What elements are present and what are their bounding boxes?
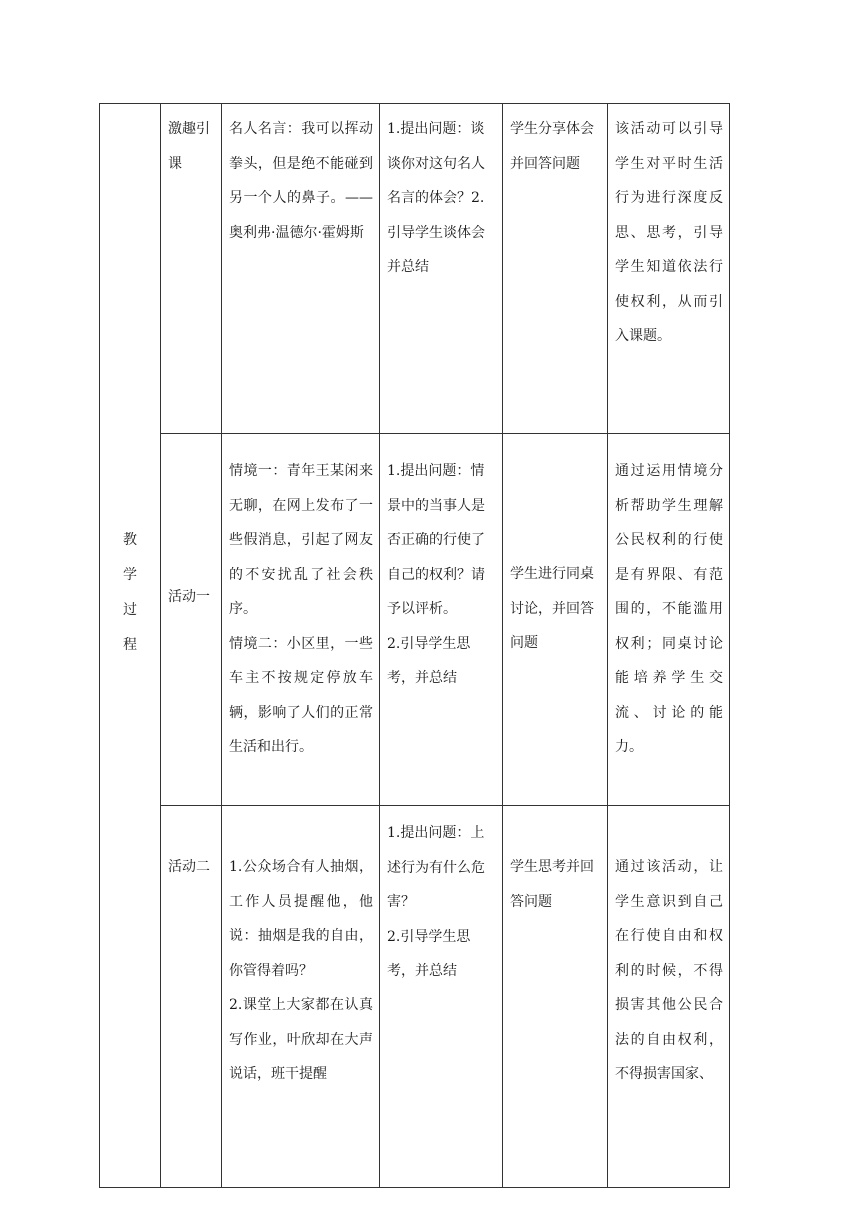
table-row bbox=[100, 806, 730, 1188]
content-text: 名人名言：我可以挥动拳头，但是绝不能碰到另一个人的鼻子。——奥利弗·温德尔·霍姆斯 bbox=[229, 121, 373, 241]
student-cell bbox=[503, 434, 608, 806]
intent-text: 该活动可以引导学生对平时生活行为进行深度反思、思考，引导学生知道依法行使权利，从而引入课题。 bbox=[615, 121, 723, 344]
intent-text: 通过运用情境分析帮助学生理解公民权利的行使是有界限、有范围的，不能滥用权利；同桌讨论能培养学生交流、讨论的能力。 bbox=[615, 463, 723, 755]
content-text: 1.公众场合有人抽烟，工作人员提醒他，他说：抽烟是我的自由，你管得着吗？ bbox=[229, 859, 373, 979]
content-text: 情境二：小区里，一些车主不按规定停放车辆，影响了人们的正常生活和出行。 bbox=[229, 635, 373, 755]
segment-label: 活动一 bbox=[168, 588, 210, 605]
segment-cell bbox=[161, 434, 222, 806]
stage-label: 教学过程 bbox=[123, 532, 137, 653]
teacher-cell bbox=[380, 434, 503, 806]
teacher-text: 2.引导学生思考，并总结 bbox=[387, 928, 471, 979]
intent-cell bbox=[608, 806, 730, 1188]
lesson-plan-table bbox=[99, 103, 730, 1188]
student-cell bbox=[503, 806, 608, 1188]
student-text: 学生进行同桌讨论，并回答问题 bbox=[510, 566, 594, 651]
student-cell bbox=[503, 104, 608, 434]
teacher-text: 1.提出问题：谈谈你对这句名人名言的体会？2.引导学生谈体会并总结 bbox=[387, 121, 485, 275]
segment-label: 激趣引课 bbox=[168, 121, 210, 172]
intent-cell bbox=[608, 434, 730, 806]
segment-label: 活动二 bbox=[168, 859, 210, 875]
content-cell bbox=[222, 806, 380, 1188]
teacher-text: 1.提出问题：上述行为有什么危害？ bbox=[387, 825, 485, 910]
content-text: 情境一：青年王某闲来无聊，在网上发布了一些假消息，引起了网友的不安扰乱了社会秩序。 bbox=[229, 463, 373, 617]
teacher-text: 2.引导学生思考，并总结 bbox=[387, 635, 471, 686]
stage-cell bbox=[100, 104, 161, 1188]
teacher-cell bbox=[380, 104, 503, 434]
segment-cell bbox=[161, 806, 222, 1188]
student-text: 学生思考并回答问题 bbox=[510, 859, 594, 910]
content-cell bbox=[222, 434, 380, 806]
intent-cell bbox=[608, 104, 730, 434]
content-cell bbox=[222, 104, 380, 434]
teacher-text: 1.提出问题：情景中的当事人是否正确的行使了自己的权利？请予以评析。 bbox=[387, 463, 485, 617]
intent-text: 通过该活动，让学生意识到自己在行使自由和权利的时候，不得损害其他公民合法的自由权利，不得损害国家、 bbox=[615, 859, 723, 1082]
segment-cell bbox=[161, 104, 222, 434]
teacher-cell bbox=[380, 806, 503, 1188]
table-row bbox=[100, 104, 730, 434]
table-row bbox=[100, 434, 730, 806]
content-text: 2.课堂上大家都在认真写作业，叶欣却在大声说话，班干提醒 bbox=[229, 997, 373, 1082]
student-text: 学生分享体会并回答问题 bbox=[510, 121, 594, 172]
